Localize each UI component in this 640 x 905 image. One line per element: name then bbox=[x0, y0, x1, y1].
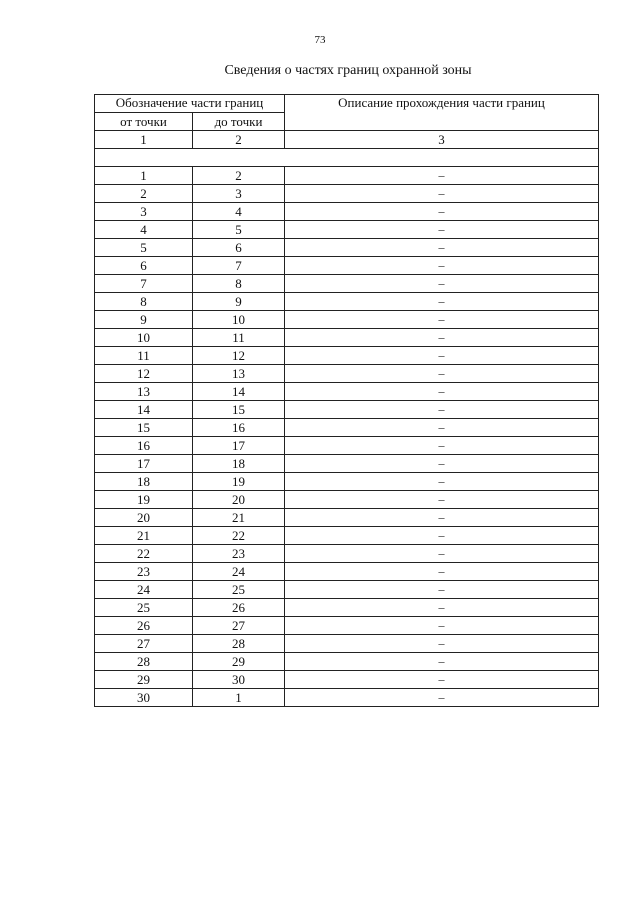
row-description: – bbox=[285, 635, 599, 653]
table-row bbox=[95, 293, 599, 311]
row-description: – bbox=[285, 293, 599, 311]
row-to-point: 17 bbox=[193, 437, 285, 455]
empty-row bbox=[95, 149, 599, 167]
row-description: – bbox=[285, 311, 599, 329]
row-to-point: 29 bbox=[193, 653, 285, 671]
table-row bbox=[95, 221, 599, 239]
row-from-point: 17 bbox=[95, 455, 193, 473]
table-row bbox=[95, 635, 599, 653]
row-from-point: 3 bbox=[95, 203, 193, 221]
row-to-point: 30 bbox=[193, 671, 285, 689]
table-row bbox=[95, 671, 599, 689]
table-row bbox=[95, 329, 599, 347]
row-to-point: 23 bbox=[193, 545, 285, 563]
row-from-point: 24 bbox=[95, 581, 193, 599]
row-from-point: 25 bbox=[95, 599, 193, 617]
header-to-point: до точки bbox=[193, 113, 285, 131]
row-description: – bbox=[285, 365, 599, 383]
row-to-point: 27 bbox=[193, 617, 285, 635]
row-description: – bbox=[285, 347, 599, 365]
row-description: – bbox=[285, 653, 599, 671]
document-title: Сведения о частях границ охранной зоны bbox=[224, 63, 472, 78]
header-from-point: от точки bbox=[95, 113, 193, 131]
table-row bbox=[95, 239, 599, 257]
row-to-point: 3 bbox=[193, 185, 285, 203]
row-to-point: 22 bbox=[193, 527, 285, 545]
row-from-point: 14 bbox=[95, 401, 193, 419]
row-to-point: 7 bbox=[193, 257, 285, 275]
table-row bbox=[95, 275, 599, 293]
table-row bbox=[95, 527, 599, 545]
row-from-point: 21 bbox=[95, 527, 193, 545]
header-description: Описание прохождения части границ bbox=[285, 95, 599, 131]
row-from-point: 29 bbox=[95, 671, 193, 689]
row-from-point: 16 bbox=[95, 437, 193, 455]
row-from-point: 12 bbox=[95, 365, 193, 383]
table-row bbox=[95, 401, 599, 419]
row-from-point: 4 bbox=[95, 221, 193, 239]
row-from-point: 30 bbox=[95, 689, 193, 707]
row-description: – bbox=[285, 671, 599, 689]
header-part-designation: Обозначение части границ bbox=[95, 95, 285, 113]
row-to-point: 24 bbox=[193, 563, 285, 581]
row-description: – bbox=[285, 383, 599, 401]
table-row bbox=[95, 167, 599, 185]
row-description: – bbox=[285, 599, 599, 617]
table-row bbox=[95, 581, 599, 599]
row-to-point: 6 bbox=[193, 239, 285, 257]
row-from-point: 20 bbox=[95, 509, 193, 527]
row-description: – bbox=[285, 581, 599, 599]
row-from-point: 15 bbox=[95, 419, 193, 437]
row-to-point: 4 bbox=[193, 203, 285, 221]
table-row bbox=[95, 491, 599, 509]
row-to-point: 1 bbox=[193, 689, 285, 707]
row-description: – bbox=[285, 455, 599, 473]
row-description: – bbox=[285, 509, 599, 527]
row-to-point: 12 bbox=[193, 347, 285, 365]
table-row bbox=[95, 509, 599, 527]
row-description: – bbox=[285, 401, 599, 419]
row-to-point: 11 bbox=[193, 329, 285, 347]
row-to-point: 15 bbox=[193, 401, 285, 419]
row-description: – bbox=[285, 617, 599, 635]
row-description: – bbox=[285, 257, 599, 275]
row-description: – bbox=[285, 563, 599, 581]
row-to-point: 14 bbox=[193, 383, 285, 401]
row-to-point: 5 bbox=[193, 221, 285, 239]
row-from-point: 23 bbox=[95, 563, 193, 581]
row-description: – bbox=[285, 545, 599, 563]
table-row bbox=[95, 455, 599, 473]
table-body bbox=[95, 167, 599, 707]
row-from-point: 9 bbox=[95, 311, 193, 329]
row-to-point: 21 bbox=[193, 509, 285, 527]
row-to-point: 13 bbox=[193, 365, 285, 383]
row-from-point: 2 bbox=[95, 185, 193, 203]
row-to-point: 20 bbox=[193, 491, 285, 509]
row-from-point: 19 bbox=[95, 491, 193, 509]
row-to-point: 18 bbox=[193, 455, 285, 473]
row-from-point: 11 bbox=[95, 347, 193, 365]
row-to-point: 19 bbox=[193, 473, 285, 491]
row-to-point: 10 bbox=[193, 311, 285, 329]
column-numbers-row bbox=[95, 131, 599, 149]
table-row bbox=[95, 347, 599, 365]
row-to-point: 28 bbox=[193, 635, 285, 653]
table-row bbox=[95, 599, 599, 617]
row-description: – bbox=[285, 689, 599, 707]
row-from-point: 26 bbox=[95, 617, 193, 635]
row-description: – bbox=[285, 185, 599, 203]
row-from-point: 1 bbox=[95, 167, 193, 185]
header-row-group bbox=[95, 95, 599, 113]
row-description: – bbox=[285, 473, 599, 491]
row-from-point: 6 bbox=[95, 257, 193, 275]
row-from-point: 13 bbox=[95, 383, 193, 401]
row-from-point: 27 bbox=[95, 635, 193, 653]
row-to-point: 25 bbox=[193, 581, 285, 599]
row-description: – bbox=[285, 419, 599, 437]
table-row bbox=[95, 473, 599, 491]
row-from-point: 18 bbox=[95, 473, 193, 491]
row-from-point: 22 bbox=[95, 545, 193, 563]
table-row bbox=[95, 257, 599, 275]
boundary-table bbox=[94, 94, 599, 707]
table-row bbox=[95, 311, 599, 329]
table-row bbox=[95, 383, 599, 401]
row-from-point: 28 bbox=[95, 653, 193, 671]
table-row bbox=[95, 545, 599, 563]
row-description: – bbox=[285, 491, 599, 509]
column-number-1: 1 bbox=[95, 131, 193, 149]
table-row bbox=[95, 365, 599, 383]
row-description: – bbox=[285, 203, 599, 221]
row-to-point: 16 bbox=[193, 419, 285, 437]
row-description: – bbox=[285, 239, 599, 257]
table-row bbox=[95, 617, 599, 635]
row-description: – bbox=[285, 329, 599, 347]
table-row bbox=[95, 437, 599, 455]
row-description: – bbox=[285, 167, 599, 185]
empty-cell bbox=[95, 149, 599, 167]
page-number: 73 bbox=[314, 34, 326, 46]
row-description: – bbox=[285, 437, 599, 455]
row-to-point: 2 bbox=[193, 167, 285, 185]
table-row bbox=[95, 185, 599, 203]
row-from-point: 8 bbox=[95, 293, 193, 311]
table-row bbox=[95, 203, 599, 221]
table-row bbox=[95, 653, 599, 671]
row-description: – bbox=[285, 275, 599, 293]
column-number-3: 3 bbox=[285, 131, 599, 149]
row-to-point: 9 bbox=[193, 293, 285, 311]
table-row bbox=[95, 563, 599, 581]
row-description: – bbox=[285, 221, 599, 239]
table-row bbox=[95, 689, 599, 707]
row-to-point: 8 bbox=[193, 275, 285, 293]
table-row bbox=[95, 419, 599, 437]
row-from-point: 7 bbox=[95, 275, 193, 293]
column-number-2: 2 bbox=[193, 131, 285, 149]
row-to-point: 26 bbox=[193, 599, 285, 617]
row-from-point: 5 bbox=[95, 239, 193, 257]
row-description: – bbox=[285, 527, 599, 545]
row-from-point: 10 bbox=[95, 329, 193, 347]
